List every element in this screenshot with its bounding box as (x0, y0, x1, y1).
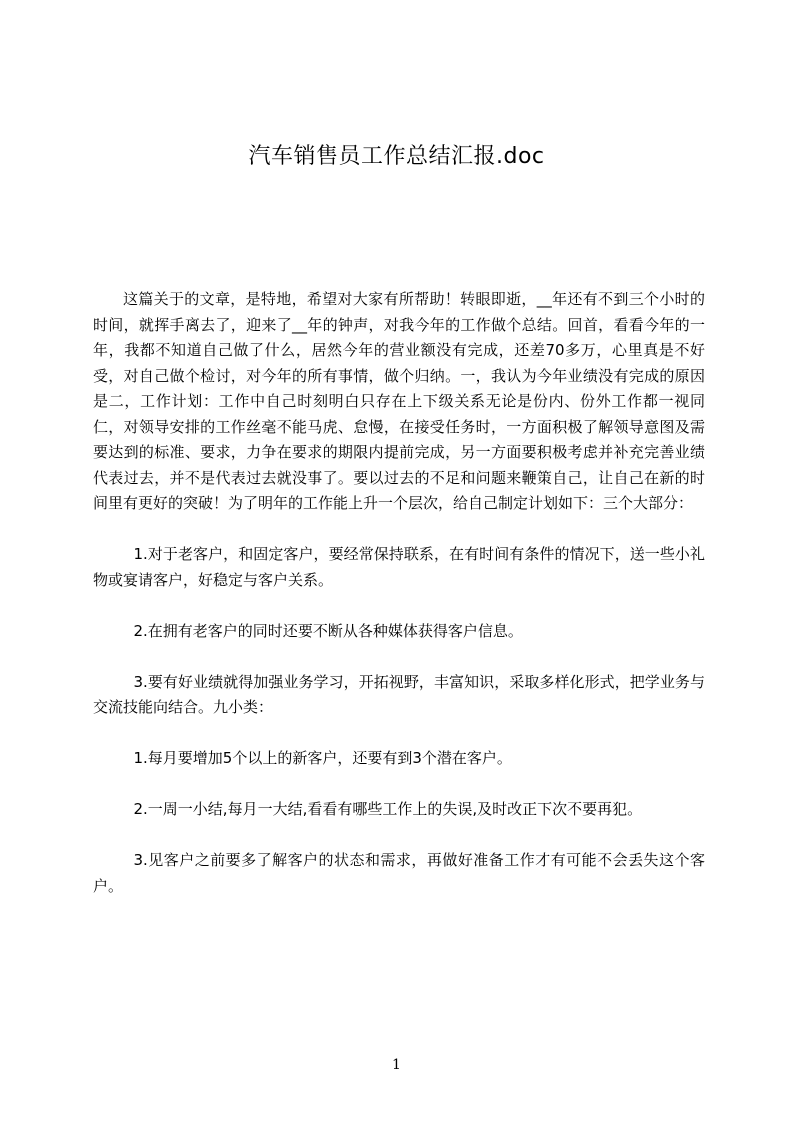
document-body (93, 287, 705, 899)
list-item: 2.在拥有老客户的同时还要不断从各种媒体获得客户信息。 (133, 621, 523, 640)
list-item: 1.对于老客户，和固定客户，要经常保持联系，在有时间有条件的情况下，送一些小礼物或宴请客户，好稳定与客户关系。 (93, 545, 705, 589)
page-number: 1 (392, 1057, 401, 1073)
list-item: 3.见客户之前要多了解客户的状态和需求，再做好准备工作才有可能不会丢失这个客户。 (93, 851, 705, 895)
list-item: 3.要有好业绩就得加强业务学习，开拓视野，丰富知识，采取多样化形式，把学业务与交流技能向结合。九小类： (93, 672, 705, 716)
document-title: 汽车销售员工作总结汇报.doc (248, 144, 545, 169)
list-item: 1.每月要增加5个以上的新客户，还要有到3个潜在客户。 (133, 749, 512, 767)
list-item: 2.一周一小结,每月一大结,看看有哪些工作上的失误,及时改正下次不要再犯。 (133, 800, 643, 818)
intro-paragraph: 这篇关于的文章，是特地，希望对大家有所帮助！转眼即逝，__年还有不到三个小时的时间，就挥手离去了，迎来了__年的钟声，对我今年的工作做个总结。回首，看看今年的一年，我都不知道自己做了什么，居然今年的营业额没有完成，还差70多万，心里真是不好受，对自己做个检讨，对今年的所有事情，做个归纳。一，我认为今年业绩没有完成的原因是二，工作计划：工作中自己时刻明白只存在上下级关系无论是份内、份外工作都一视同仁，对领导安排的工作丝毫不能马虎、怠慢，在接受任务时，一方面积极了解领导意图及需要达到的标准、要求，力争在要求的期限内提前完成，另一方面要积极考虑并补充完善业绩代表过去，并不是代表过去就没事了。要以过去的不足和问题来鞭策自己，让自己在新的时间里有更好的突破！为了明年的工作能上升一个层次，给自己制定计划如下：三个大部分： (93, 290, 705, 512)
